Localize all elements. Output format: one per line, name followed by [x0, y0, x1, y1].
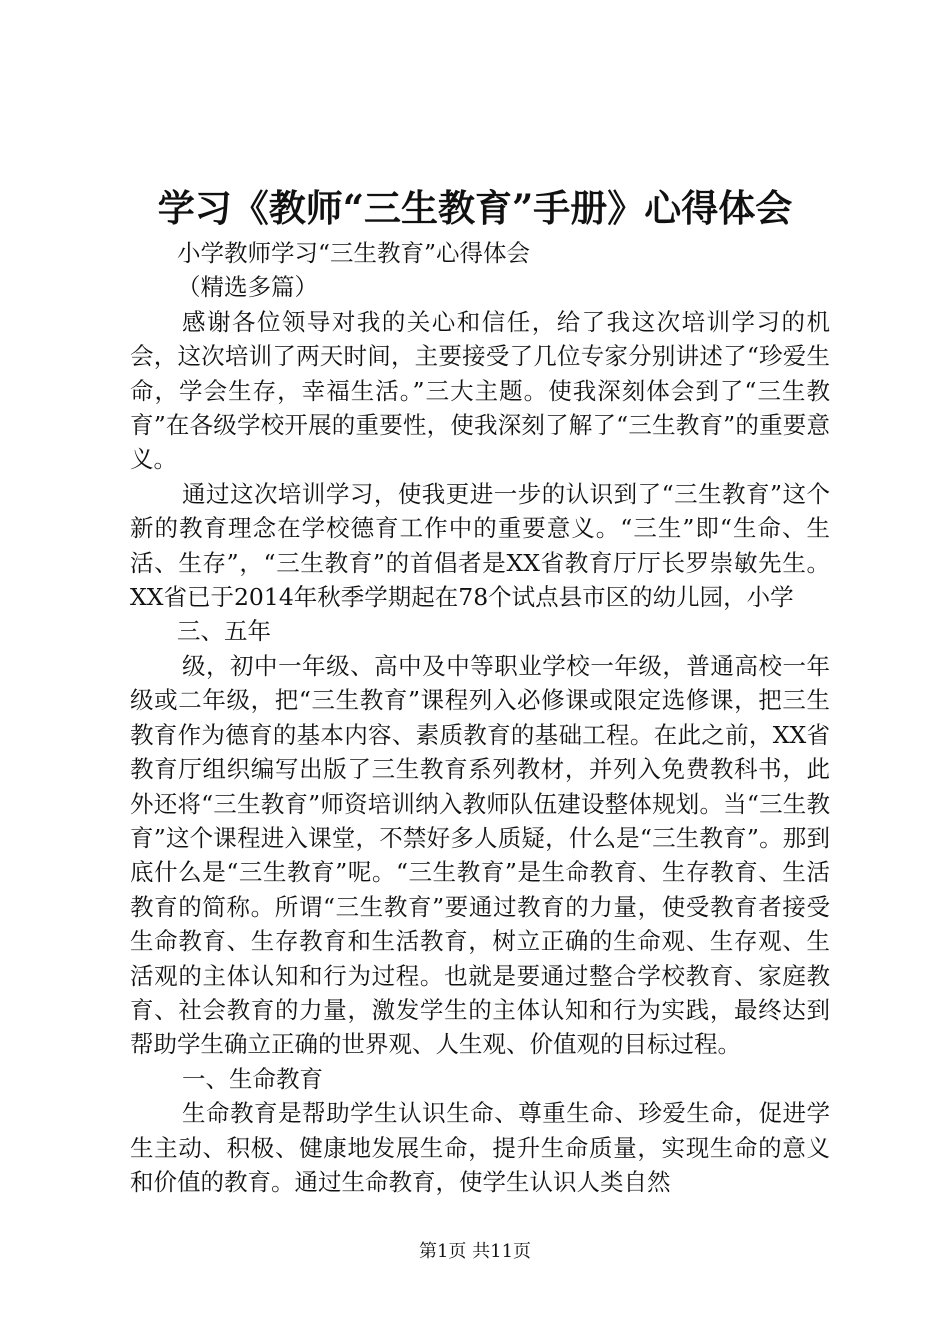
body-paragraph: 生命教育是帮助学生认识生命、尊重生命、珍爱生命，促进学生主动、积极、健康地发展生命，提升生命质量，实现生命的意义和价值的教育。通过生命教育，使学生认识人类自然 [130, 1099, 830, 1196]
document-body [130, 236, 830, 1199]
body-paragraph: 级，初中一年级、高中及中等职业学校一年级，普通高校一年级或二年级，把“三生教育”课程列入必修课或限定选修课，把三生教育作为德育的基本内容、素质教育的基础工程。在此之前，XX省教育厅组织编写出版了三生教育系列教材，并列入免费教科书，此外还将“三生教育”师资培训纳入教师队伍建设整体规划。当“三生教育”这个课程进入课堂，不禁好多人质疑，什么是“三生教育”。那到底什么是“三生教育”呢。“三生教育”是生命教育、生存教育、生活教育的简称。所谓“三生教育”要通过教育的力量，使受教育者接受生命教育、生存教育和生活教育，树立正确的生命观、生存观、生活观的主体认知和行为过程。也就是要通过整合学校教育、家庭教育、社会教育的力量，激发学生的主体认知和行为实践，最终达到帮助学生确立正确的世界观、人生观、价值观的目标过程。 [130, 651, 830, 1059]
body-paragraph: 感谢各位领导对我的关心和信任，给了我这次培训学习的机会，这次培训了两天时间，主要接受了几位专家分别讲述了“珍爱生命，学会生存，幸福生活。”三大主题。使我深刻体会到了“三生教育”在各级学校开展的重要性，使我深刻了解了“三生教育”的重要意义。 [130, 307, 830, 474]
section-heading: 一、生命教育 [182, 1064, 323, 1093]
subtitle-line: 小学教师学习“三生教育”心得体会 [177, 239, 531, 267]
document-title: 学习《教师“三生教育”手册》心得体会 [157, 186, 793, 230]
page-footer: 第1页 共11页 [418, 1241, 532, 1262]
body-fragment: 三、五年 [177, 617, 271, 646]
subtitle-note: （精选多篇） [177, 273, 318, 302]
body-paragraph: 通过这次培训学习，使我更进一步的认识到了“三生教育”这个新的教育理念在学校德育工作中的重要意义。“三生”即“生命、生活、生存”，“三生教育”的首倡者是XX省教育厅厅长罗崇敏先生。XX省已于2014年秋季学期起在78个试点县市区的幼儿园，小学 [130, 479, 830, 612]
